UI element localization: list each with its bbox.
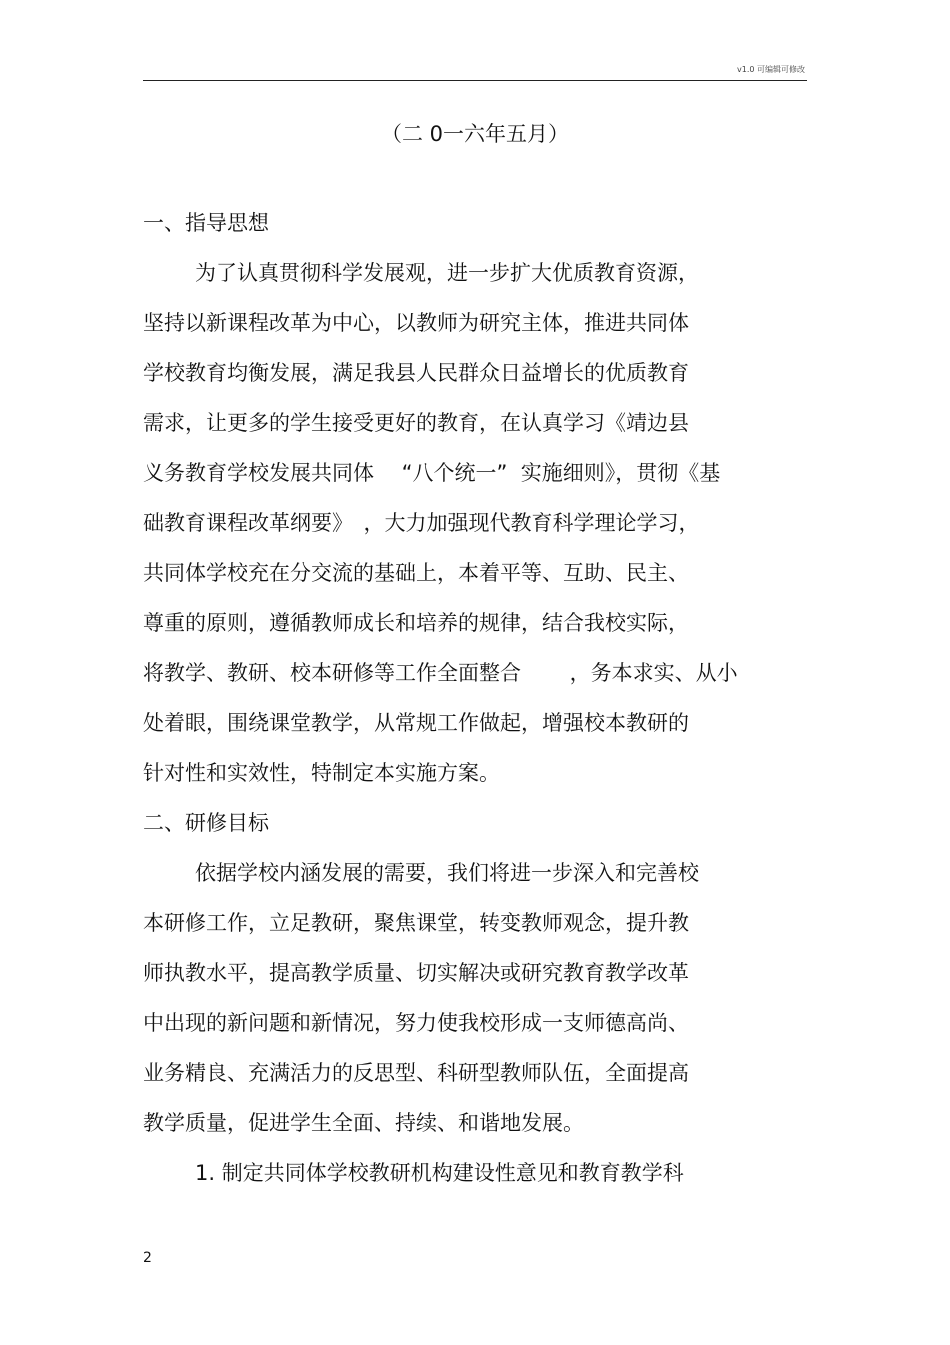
document-date: （二 0一六年五月） <box>380 122 570 146</box>
paragraph-line: 本研修工作，立足教研，聚焦课堂，转变教师观念，提升教 <box>143 911 689 935</box>
paragraph-line: 师执教水平，提高教学质量、切实解决或研究教育教学改革 <box>143 961 689 985</box>
page-number: 2 <box>143 1250 152 1266</box>
paragraph-line: 坚持以新课程改革为中心，以教师为研究主体，推进共同体 <box>143 311 689 335</box>
paragraph-line: 依据学校内涵发展的需要，我们将进一步深入和完善校 <box>195 861 699 885</box>
paragraph-line: 为了认真贯彻科学发展观，进一步扩大优质教育资源， <box>195 261 699 285</box>
paragraph-line: 共同体学校充在分交流的基础上，本着平等、互助、民主、 <box>143 561 689 585</box>
paragraph-line: 学校教育均衡发展，满足我县人民群众日益增长的优质教育 <box>143 361 689 385</box>
numbered-item: 1. 制定共同体学校教研机构建设性意见和教育教学科 <box>195 1161 684 1185</box>
version-tag: v1.0 可编辑可修改 <box>737 65 805 74</box>
paragraph-line: 义务教育学校发展共同体 “八个统一” 实施细则》，贯彻《基 <box>143 461 721 485</box>
paragraph-line: 尊重的原则，遵循教师成长和培养的规律，结合我校实际， <box>143 611 689 635</box>
paragraph-line: 需求，让更多的学生接受更好的教育，在认真学习《靖边县 <box>143 411 689 435</box>
paragraph-line: 中出现的新问题和新情况，努力使我校形成一支师德高尚、 <box>143 1011 689 1035</box>
paragraph-line: 业务精良、充满活力的反思型、科研型教师队伍，全面提高 <box>143 1061 689 1085</box>
paragraph-line: 础教育课程改革纲要》 ，大力加强现代教育科学理论学习， <box>143 511 700 535</box>
paragraph-line: 教学质量，促进学生全面、持续、和谐地发展。 <box>143 1111 584 1135</box>
paragraph-line: 将教学、教研、校本研修等工作全面整合 ，务本求实、从小 <box>143 661 738 685</box>
paragraph-line: 处着眼，围绕课堂教学，从常规工作做起，增强校本教研的 <box>143 711 689 735</box>
header-rule <box>143 80 807 81</box>
section-heading-guiding-thought: 一、指导思想 <box>143 211 269 235</box>
section-heading-training-goals: 二、研修目标 <box>143 811 269 835</box>
paragraph-line: 针对性和实效性，特制定本实施方案。 <box>143 761 500 785</box>
